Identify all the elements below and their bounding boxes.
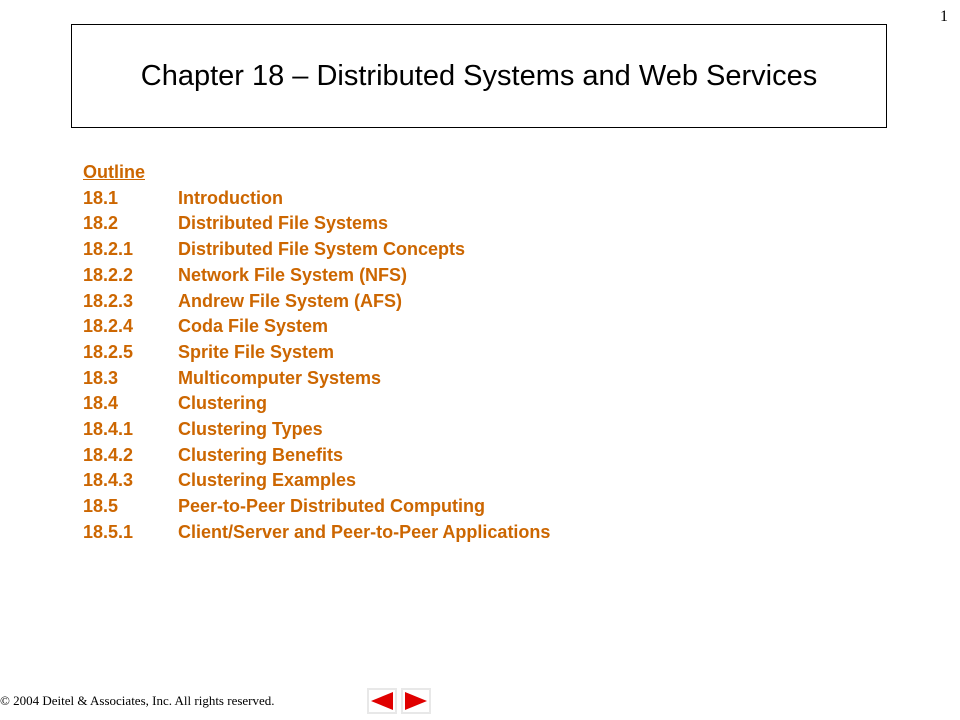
outline-item[interactable]	[83, 263, 550, 289]
title-box	[71, 24, 887, 128]
outline-item-label: Sprite File System	[178, 341, 335, 362]
outline-list	[83, 186, 550, 546]
slide-title: Chapter 18 – Distributed Systems and Web Services	[140, 59, 818, 92]
outline-item-number: 18.5	[83, 496, 119, 517]
outline	[83, 160, 550, 546]
outline-item-label: Clustering	[178, 393, 268, 414]
outline-item[interactable]	[83, 391, 550, 417]
outline-item[interactable]	[83, 520, 550, 546]
outline-item-number: 18.2.2	[83, 264, 134, 285]
outline-item[interactable]	[83, 366, 550, 392]
left-arrow-icon	[371, 692, 393, 710]
outline-item[interactable]	[83, 314, 550, 340]
copyright-footer: © 2004 Deitel & Associates, Inc. All rights reserved.	[0, 693, 275, 708]
outline-item-number: 18.2.3	[83, 290, 134, 311]
outline-item-label: Distributed File Systems	[178, 213, 389, 234]
previous-slide-button[interactable]	[367, 688, 397, 714]
outline-item[interactable]	[83, 494, 550, 520]
outline-item[interactable]	[83, 237, 550, 263]
outline-item[interactable]	[83, 417, 550, 443]
outline-item-number: 18.4.2	[83, 444, 134, 465]
outline-item-label: Andrew File System (AFS)	[178, 290, 403, 311]
outline-item-label: Clustering Examples	[178, 470, 357, 491]
outline-item-label: Introduction	[178, 187, 283, 208]
outline-item-number: 18.4.1	[83, 419, 134, 440]
outline-item[interactable]	[83, 468, 550, 494]
outline-item-label: Network File System (NFS)	[178, 264, 408, 285]
outline-item-number: 18.2	[83, 213, 119, 234]
outline-item-label: Clustering Benefits	[178, 444, 344, 465]
outline-item[interactable]	[83, 211, 550, 237]
outline-item-number: 18.2.1	[83, 239, 134, 260]
outline-item-label: Clustering Types	[178, 419, 323, 440]
outline-heading[interactable]: Outline	[83, 162, 145, 182]
outline-item[interactable]	[83, 186, 550, 212]
outline-item[interactable]	[83, 340, 550, 366]
outline-item-number: 18.4	[83, 393, 119, 414]
slide-nav	[367, 688, 431, 714]
outline-item-number: 18.3	[83, 367, 119, 388]
outline-item-number: 18.2.5	[83, 341, 134, 362]
outline-item-number: 18.5.1	[83, 521, 134, 542]
next-slide-button[interactable]	[401, 688, 431, 714]
outline-item-number: 18.1	[83, 187, 119, 208]
page-number: 1	[940, 8, 948, 25]
outline-item-label: Multicomputer Systems	[178, 367, 382, 388]
outline-item-number: 18.4.3	[83, 470, 134, 491]
outline-item-number: 18.2.4	[83, 316, 134, 337]
outline-item[interactable]	[83, 443, 550, 469]
outline-item-label: Peer-to-Peer Distributed Computing	[178, 496, 486, 517]
outline-item[interactable]	[83, 289, 550, 315]
outline-item-label: Coda File System	[178, 316, 329, 337]
right-arrow-icon	[405, 692, 427, 710]
outline-item-label: Client/Server and Peer-to-Peer Applications	[178, 521, 551, 542]
outline-item-label: Distributed File System Concepts	[178, 239, 466, 260]
